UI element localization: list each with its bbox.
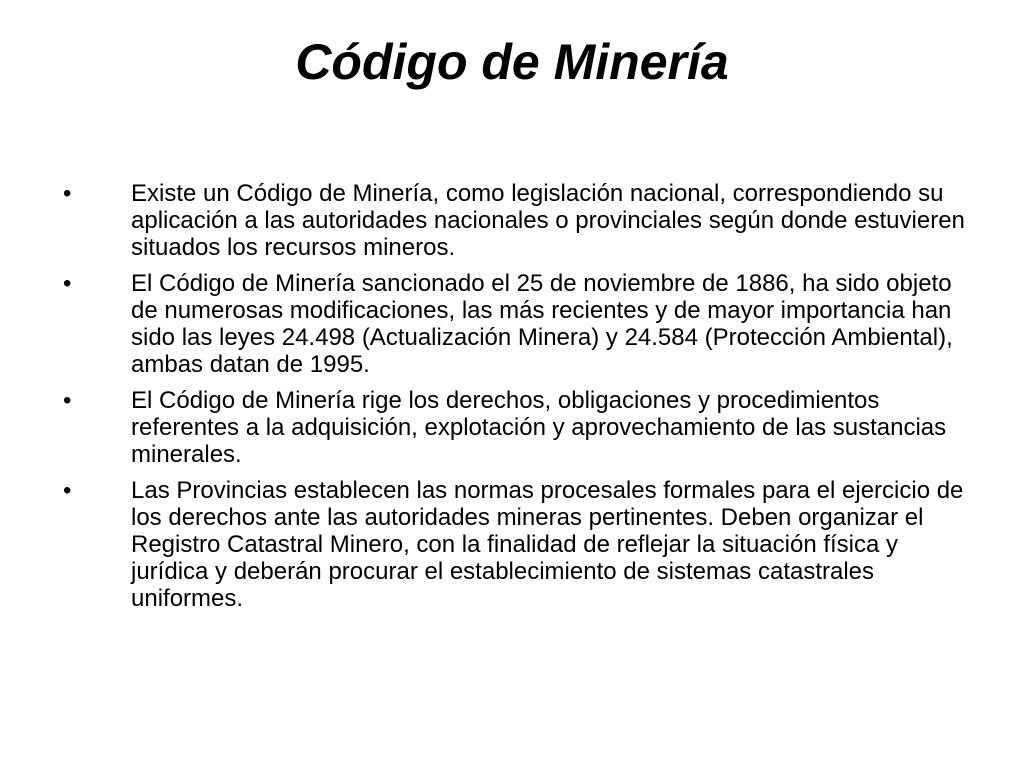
bullet-icon: •: [63, 180, 72, 207]
bullet-text: El Código de Minería rige los derechos, obligaciones y procedimientos referentes a la adquisición, explotación y aprovechamiento de las sustancias minerales.: [131, 387, 947, 468]
slide-title: Código de Minería: [295, 34, 729, 90]
bullet-text: Existe un Código de Minería, como legislación nacional, correspondiendo su aplicación a las autoridades nacionales o provinciales según donde estuvieren situados los recursos mineros.: [131, 180, 965, 261]
bullet-text: El Código de Minería sancionado el 25 de noviembre de 1886, ha sido objeto de numerosas modificaciones, las más recientes y de mayor importancia han sido las leyes 24.498 (Actualización Minera) y 24.584 (Protección Ambiental), ambas datan de 1995.: [131, 270, 953, 378]
bullet-list: [60, 180, 970, 621]
bullet-item: [60, 477, 970, 612]
bullet-item: [60, 270, 970, 378]
bullet-icon: •: [63, 477, 72, 504]
bullet-text: Las Provincias establecen las normas procesales formales para el ejercicio de los derechos ante las autoridades mineras pertinentes. Deben organizar el Registro Catastral Minero, con la finalidad de reflejar la situación física y jurídica y deberán procurar el establecimiento de sistemas catastrales uniformes.: [131, 477, 964, 612]
bullet-item: [60, 387, 970, 468]
bullet-item: [60, 180, 970, 261]
bullet-icon: •: [63, 387, 72, 414]
bullet-icon: •: [63, 270, 72, 297]
